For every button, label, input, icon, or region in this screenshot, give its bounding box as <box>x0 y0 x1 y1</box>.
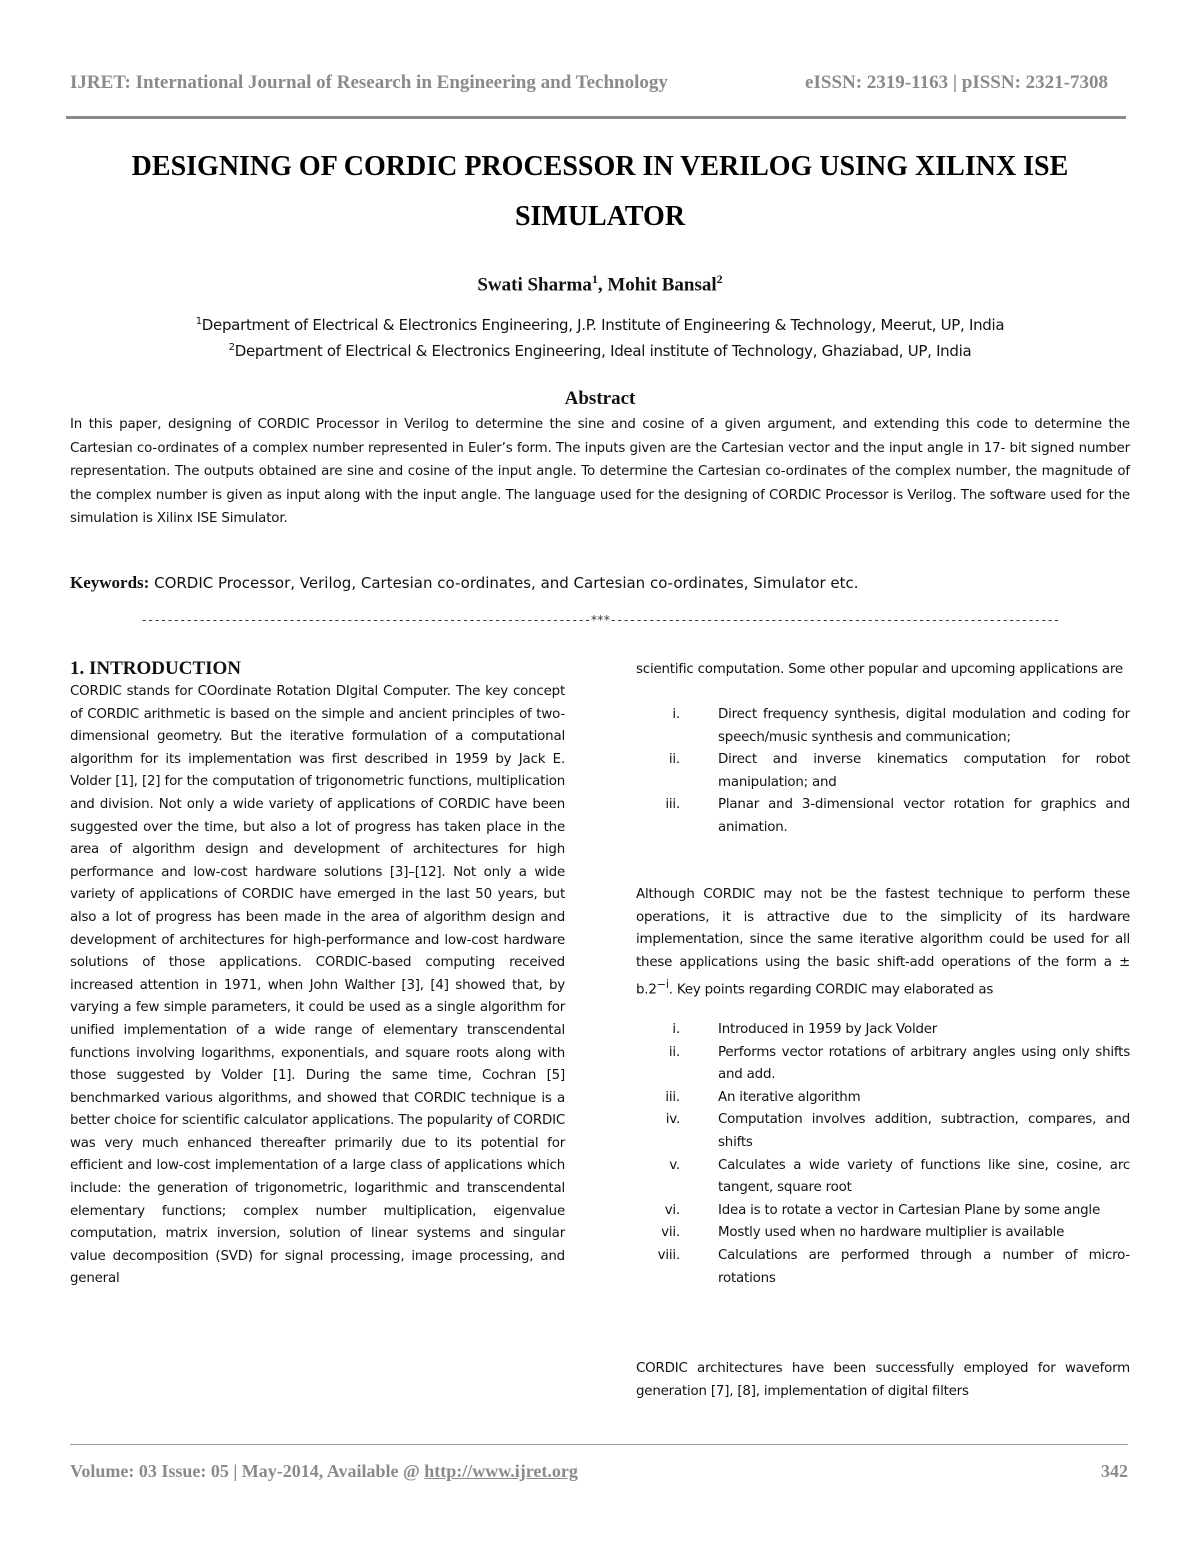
list-item-text: Mostly used when no hardware multiplier is available <box>718 1225 1065 1241</box>
list-item-number: vii. <box>661 1225 680 1241</box>
affiliation-1-text: Department of Electrical & Electronics Engineering, J.P. Institute of Engineering & Technology, Meerut, UP, India <box>201 316 1005 334</box>
author-list <box>0 272 1200 296</box>
list-item <box>636 749 1130 794</box>
affiliation-2 <box>0 342 1200 360</box>
list-item-text: Idea is to rotate a vector in Cartesian Plane by some angle <box>718 1202 1100 1218</box>
running-footer <box>70 1461 1128 1485</box>
list-item-number: ii. <box>668 752 680 768</box>
header-rule <box>66 116 1126 119</box>
key-points-list <box>636 1019 1130 1290</box>
list-item <box>636 1155 1130 1200</box>
intro-left-column: CORDIC stands for COordinate Rotation DIgital Computer. The key concept of CORDIC arithmetic is based on the simple and ancient principles of two-dimensional geometry. But the iterative formulation of a computational algorithm for its implementation was first described in 1959 by Jack E. Volder [1], [2] for the computation of trigonometric functions, multiplication and division. Not only a wide variety of applications of CORDIC have been suggested over the time, but also a lot of progress has taken place in the area of algorithm design and development of architectures for high performance and low-cost hardware solutions [3]–[12]. Not only a wide variety of applications of CORDIC have emerged in the last 50 years, but also a lot of progress has been made in the area of algorithm design and development of architectures for high-performance and low-cost hardware solutions of those applications. CORDIC-based computing received increased attention in 1971, when John Walther [3], [4] showed that, by varying a few simple parameters, it could be used as a single algorithm for unified implementation of a wide range of elementary transcendental functions involving logarithms, exponentials, and square roots along with those suggested by Volder [1]. During the same time, Cochran [5] benchmarked various algorithms, and showed that CORDIC technique is a better choice for scientific calculator applications. The popularity of CORDIC was very much enhanced thereafter primarily due to its potential for efficient and low-cost implementation of a large class of applications which include: the generation of trigonometric, logarithmic and transcendental elementary functions; complex number multiplication, eigenvalue computation, matrix inversion, solution of linear systems and singular value decomposition (SVD) for signal processing, image processing, and general <box>70 684 565 1287</box>
list-item-number: ii. <box>668 1044 680 1060</box>
author-2-sup: 2 <box>716 272 723 286</box>
author-1-sup: 1 <box>591 272 598 286</box>
list-item-text: Calculations are performed through a number of micro-rotations <box>718 1247 1130 1286</box>
footer-volume-text: Volume: 03 Issue: 05 | May-2014, Available @ <box>70 1461 425 1481</box>
affiliation-2-sup: 2 <box>228 342 235 353</box>
footer-rule <box>70 1444 1128 1445</box>
section-separator: ----------------------------------------------------------------------***---------------------------------------------------------------------- <box>140 613 1060 627</box>
list-item-number: i. <box>672 1022 680 1037</box>
journal-url-link[interactable]: http://www.ijret.org <box>424 1461 578 1481</box>
intro-right-paragraph-1: scientific computation. Some other popular and upcoming applications are <box>636 662 1123 677</box>
list-item-text: Computation involves addition, subtraction, compares, and shifts <box>718 1112 1130 1150</box>
list-item-number: vi. <box>664 1202 680 1218</box>
list-item <box>636 1087 1130 1110</box>
list-item <box>636 704 1130 749</box>
author-2: Mohit Bansal <box>607 274 717 296</box>
list-item-text: Calculates a wide variety of functions like sine, cosine, arc tangent, square root <box>718 1157 1130 1196</box>
list-item <box>636 1245 1130 1290</box>
intro-right-paragraph-2 <box>636 884 1130 1002</box>
keywords-label: Keywords: <box>70 573 150 592</box>
paper-title <box>60 142 1140 242</box>
running-header <box>70 72 1130 98</box>
list-item-text: Performs vector rotations of arbitrary angles using only shifts and add. <box>718 1044 1130 1083</box>
list-item-number: i. <box>672 707 680 722</box>
issn: eISSN: 2319-1163 | pISSN: 2321-7308 <box>805 72 1108 93</box>
list-item-number: iii. <box>665 1089 680 1105</box>
paragraph-2-text-b: . Key points regarding CORDIC may elaborated as <box>668 982 994 998</box>
list-item-text: Direct frequency synthesis, digital modulation and coding for speech/music synthesis and communication; <box>718 707 1130 745</box>
footer-volume-info <box>70 1461 578 1482</box>
list-item <box>636 794 1130 839</box>
journal-name: IJRET: International Journal of Research in Engineering and Technology <box>70 72 668 93</box>
author-separator: , <box>597 274 608 296</box>
intro-right-paragraph-3: CORDIC architectures have been successfully employed for waveform generation [7], [8], implementation of digital filters <box>636 1361 1130 1399</box>
affiliation-2-text: Department of Electrical & Electronics Engineering, Ideal institute of Technology, Ghaziabad, UP, India <box>234 342 972 360</box>
paragraph-2-superscript: −i <box>656 978 669 992</box>
keywords-text: CORDIC Processor, Verilog, Cartesian co-ordinates, and Cartesian co-ordinates, Simulator etc. <box>149 574 859 592</box>
list-item-number: iv. <box>665 1112 680 1128</box>
abstract-heading: Abstract <box>564 388 636 409</box>
title-line-2: SIMULATOR <box>514 201 686 232</box>
affiliation-1-sup: 1 <box>195 316 202 327</box>
abstract-text: In this paper, designing of CORDIC Processor in Verilog to determine the sine and cosine of a given argument, and extending this code to determine the Cartesian co-ordinates of a complex number represented in Euler’s form. The inputs given are the Cartesian vector and the input angle in 17- bit signed number representation. The outputs obtained are sine and cosine of the input angle. To determine the Cartesian co-ordinates of the complex number, the magnitude of the complex number is given as input along with the input angle. The language used for the designing of CORDIC Processor is Verilog. The software used for the simulation is Xilinx ISE Simulator. <box>70 417 1130 527</box>
list-item <box>636 1042 1130 1087</box>
list-item-text: Planar and 3-dimensional vector rotation for graphics and animation. <box>718 797 1130 835</box>
section-heading-introduction: 1. INTRODUCTION <box>70 658 242 679</box>
title-line-1: DESIGNING OF CORDIC PROCESSOR IN VERILOG USING XILINX ISE <box>131 151 1069 182</box>
list-item-number: v. <box>669 1157 680 1173</box>
list-item-text: Introduced in 1959 by Jack Volder <box>718 1022 938 1037</box>
list-item-number: viii. <box>657 1247 680 1263</box>
list-item-text: Direct and inverse kinematics computation for robot manipulation; and <box>718 752 1130 790</box>
list-item-text: An iterative algorithm <box>718 1089 861 1105</box>
paragraph-2-text-a: Although CORDIC may not be the fastest technique to perform these operations, it is attractive due to the simplicity of its hardware implementation, since the same iterative algorithm could be used for all these applications using the basic shift-add operations of the form a ± b.2 <box>636 887 1130 998</box>
applications-list <box>636 704 1130 840</box>
page-number: 342 <box>1101 1461 1128 1481</box>
affiliation-1 <box>0 316 1200 334</box>
list-item <box>636 1222 1130 1245</box>
keywords <box>70 573 1130 593</box>
author-1: Swati Sharma <box>477 274 592 296</box>
list-item <box>636 1019 1130 1042</box>
list-item-number: iii. <box>665 797 680 813</box>
list-item <box>636 1109 1130 1154</box>
list-item <box>636 1200 1130 1223</box>
